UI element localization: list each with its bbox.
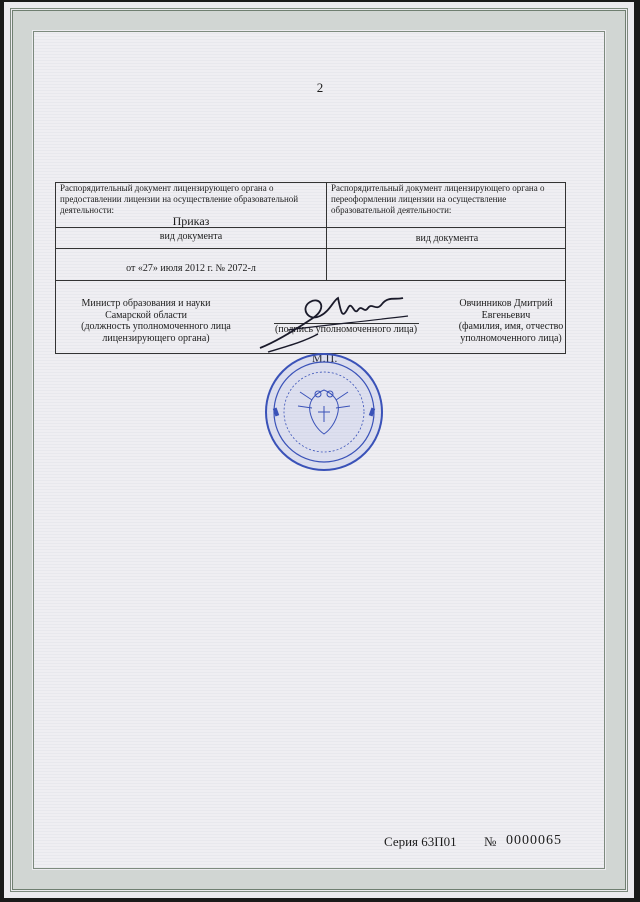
left-header: Распорядительный документ лицензирующего органа о предоставлении лицензии на осуществление образовательной деятельности: [60, 183, 299, 215]
document-number: 0000065 [506, 833, 562, 848]
doc-type-caption-left: вид документа [159, 231, 223, 242]
right-header: Распорядительный документ лицензирующего органа о переоформлении лицензии на осуществление образовательной деятельности: [331, 183, 545, 215]
series-value: 63П01 [421, 834, 457, 849]
name-caption: (фамилия, имя, отчество уполномоченного лица) [458, 321, 564, 344]
doc-type-caption-right: вид документа [415, 233, 479, 244]
handwritten-signature [258, 286, 418, 356]
order-date: от «27» июля 2012 г. № 2072-л [126, 263, 256, 274]
signatory-name: Овчинников Дмитрий Евгеньевич [459, 298, 553, 321]
signatory-position: Министр образования и науки Самарской области [81, 298, 211, 321]
series-label: Серия [384, 834, 419, 849]
page-number: 2 [316, 80, 324, 95]
number-sign: № [484, 834, 497, 849]
doc-type-value: Приказ [172, 214, 210, 228]
signature-caption: (подпись уполномоченного лица) [274, 324, 418, 335]
series-block [384, 834, 457, 850]
official-seal [262, 350, 386, 474]
position-caption: (должность уполномоченного лица лицензирующего органа) [81, 321, 231, 344]
